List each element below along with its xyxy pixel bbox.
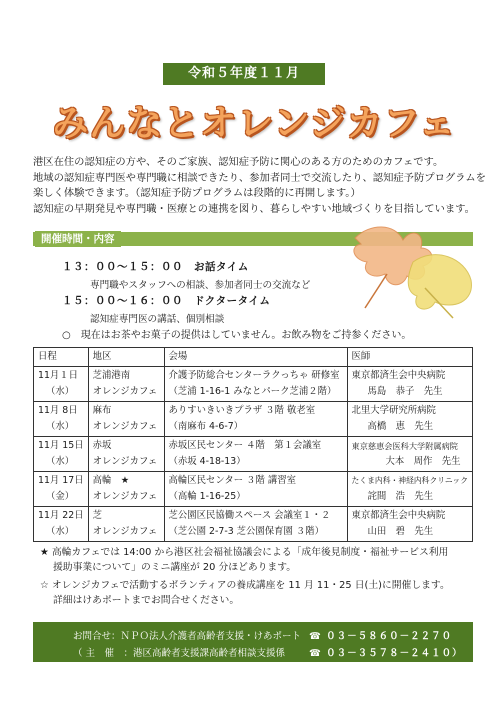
- autumn-leaves-icon: [325, 218, 475, 328]
- contact-footer: [33, 622, 473, 662]
- hospital: たくま内科・神経内科クリニック: [351, 476, 468, 485]
- venue: 高輪区民センター ３階 講習室: [168, 475, 296, 486]
- takanawa-note: [40, 545, 448, 575]
- date: 11月 15日: [38, 440, 84, 451]
- table-row: [34, 507, 473, 542]
- note-line: 援助事業について」のミニ講座が 20 分ほどあります。: [53, 562, 297, 573]
- doctor-cell: [347, 472, 472, 507]
- intro-line: 港区在住の認知症の方や、そのご家族、認知症予防に関心のある方のためのカフェです。: [33, 156, 444, 168]
- area-cell: [88, 402, 164, 437]
- table-row: [34, 367, 473, 402]
- date: 11月 17日: [38, 475, 84, 486]
- date-cell: [34, 367, 89, 402]
- area: 芝: [92, 510, 102, 521]
- schedule-table: [33, 347, 473, 542]
- column-header: 会場: [164, 348, 347, 367]
- address: （高輪 1-16-25）: [168, 491, 246, 502]
- slot-desc: 認知症専門医の講話、個別相談: [90, 314, 225, 325]
- table-row: [34, 472, 473, 507]
- column-header: 地区: [88, 348, 164, 367]
- notice-text: ○ 現在はお茶やお菓子の提供はしていません。お飲み物をご持参ください。: [62, 330, 412, 341]
- weekday: （水）: [46, 386, 75, 397]
- section-label: 開催時間・内容: [35, 231, 121, 247]
- date-cell: [34, 402, 89, 437]
- slot-time: １５：００～１６：００ ドクタータイム: [62, 295, 271, 307]
- weekday: （水）: [46, 526, 75, 537]
- weekday: （水）: [46, 456, 75, 467]
- area-cell: [88, 472, 164, 507]
- intro-line: 認知症の早期発見や専門職・医療との連携を図り、暮らしやすい地域づくりを目指しています。: [33, 202, 475, 215]
- cafe-name: オレンジカフェ: [92, 491, 158, 502]
- note-line: ☆ オレンジカフェで活動するボランティアの養成講座を 11 月 11・25 日(土)に開催します。: [40, 580, 450, 591]
- address: （赤坂 4-18-13）: [168, 456, 246, 467]
- host-label: （ 主 催 ：港区高齢者支援課高齢者相談支援係: [73, 648, 286, 659]
- area-cell: [88, 437, 164, 472]
- address: （芝浦 1-16-1 みなとパーク芝浦２階）: [168, 386, 337, 397]
- date: 11月１日: [38, 370, 79, 381]
- contact-label: お問合せ：ＮＰＯ法人介護者高齢者支援・けあポート: [73, 631, 302, 642]
- intro-text: [33, 155, 486, 217]
- cafe-name: オレンジカフェ: [92, 456, 158, 467]
- venue: 介護予防総合センターラクっちゃ 研修室: [168, 370, 340, 381]
- doctor: 馬島 恭子 先生: [367, 386, 443, 397]
- area: 芝浦港南: [92, 370, 131, 381]
- doctor: 高橋 恵 先生: [367, 421, 434, 432]
- doctor-cell: [347, 402, 472, 437]
- address: （芝公園 2-7-3 芝公園保育園 ３階）: [168, 526, 325, 537]
- doctor-cell: [347, 367, 472, 402]
- slot-time: １３：００～１５：００ お話タイム: [62, 261, 249, 273]
- hospital: 北里大学研究所病院: [351, 405, 436, 416]
- area: 赤坂: [92, 440, 112, 451]
- venue: 赤坂区民センター ４階 第１会議室: [168, 440, 322, 451]
- venue-cell: [164, 472, 347, 507]
- weekday: （水）: [46, 421, 75, 432]
- area: 麻布: [92, 405, 112, 416]
- weekday: （金）: [46, 491, 75, 502]
- area-cell: [88, 507, 164, 542]
- venue: ありすいきいきプラザ ３階 敬老室: [168, 405, 316, 416]
- hospital: 東京都済生会中央病院: [351, 510, 446, 521]
- date: 11月 22日: [38, 510, 84, 521]
- area: 高輪 ★: [92, 475, 130, 486]
- month-badge: 令和５年度１１月: [163, 63, 325, 85]
- slot-desc: 専門職やスタッフへの相談、参加者同士の交流など: [90, 280, 311, 291]
- table-row: [34, 437, 473, 472]
- date-cell: [34, 507, 89, 542]
- area-cell: [88, 367, 164, 402]
- address: （南麻布 4-6-7）: [168, 421, 244, 432]
- volunteer-note: [40, 578, 450, 608]
- table-header-row: [34, 348, 473, 367]
- column-header: 日程: [34, 348, 89, 367]
- cafe-name: オレンジカフェ: [92, 526, 158, 537]
- doctor-cell: [347, 437, 472, 472]
- venue: 芝公園区民協働スペース 会議室１・２: [168, 510, 331, 521]
- doctor: 詫間 浩 先生: [367, 491, 434, 502]
- doctor: 大本 周作 先生: [385, 456, 461, 467]
- cafe-name: オレンジカフェ: [92, 386, 158, 397]
- schedule-slot-2: [62, 293, 270, 325]
- doctor-cell: [347, 507, 472, 542]
- doctor: 山田 碧 先生: [367, 526, 434, 537]
- venue-cell: [164, 402, 347, 437]
- column-header: 医師: [347, 348, 472, 367]
- venue-cell: [164, 507, 347, 542]
- table-row: [34, 402, 473, 437]
- venue-cell: [164, 437, 347, 472]
- date: 11月 8日: [38, 405, 78, 416]
- hospital: 東京慈恵会医科大学附属病院: [351, 441, 458, 451]
- contact-phone: ☎ ０３－５８６０－２２７０: [309, 631, 453, 642]
- intro-line: 楽しく体験できます。（認知症予防プログラムは段階的に再開します。）: [33, 187, 361, 199]
- intro-line: 地域の認知症専門医や専門職に相談できたり、参加者同士で交流したり、認知症予防プログラムを: [33, 171, 486, 184]
- note-line: ★ 高輪カフェでは 14:00 から港区社会福祉協議会による「成年後見制度・福祉サービス利用: [40, 547, 449, 558]
- schedule-slot-1: [62, 259, 310, 291]
- date-cell: [34, 472, 89, 507]
- hospital: 東京都済生会中央病院: [351, 370, 446, 381]
- date-cell: [34, 437, 89, 472]
- cafe-name: オレンジカフェ: [92, 421, 158, 432]
- note-line: 詳細はけあポートまでお問合せください。: [53, 595, 240, 606]
- host-phone: ☎ ０３－３５７８－２４１０）: [309, 648, 463, 659]
- venue-cell: [164, 367, 347, 402]
- page-title: みんなとオレンジカフェ: [52, 103, 456, 144]
